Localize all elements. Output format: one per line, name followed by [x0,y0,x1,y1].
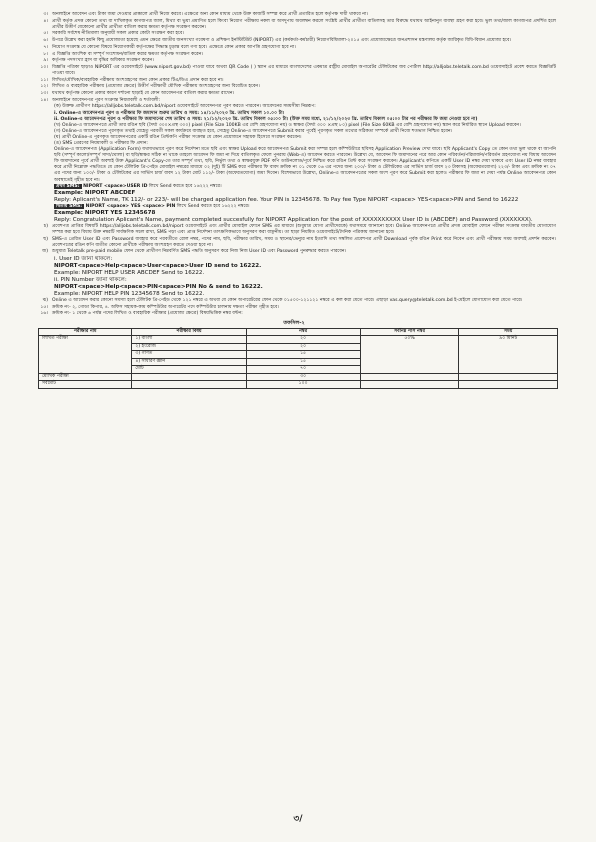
header-subject: পরীক্ষার বিষয় [132,328,246,336]
pass-mark-cell: ৫০% [360,336,459,374]
deadline-start: i. Online-এ আবেদনপত্র পূরণ ও পরীক্ষার ফি জমাদান শুরুর তারিখ ও সময়: ১৪/১১/২০২৩ খ্রি. তারিখ সকাল ১০.০০ টা। [54,110,285,116]
header-pass: সর্বনিম্ন পাস নম্বর [360,328,459,336]
recover-userid-heading: i. User ID জানা থাকলে: [54,256,113,263]
marks-cell: ২০ [246,343,360,351]
list-item [32,249,556,255]
item-number: ছ) [43,236,48,242]
sms-examples [54,190,556,204]
item-text: প্রবেশপত্র প্রাপ্তির বিষয়টি https://alljobs.teletalk.com.bd/niport ওয়েবসাইটে এবং প্রার্থীর মোবাইল ফোনে SMS এর মাধ্যমে (শুধুমাত্র যোগ্য প্রার্থীদেরকে) যথাসময়ে জানানো হবে। Online আবেদনপত্রে প্রার্থীর প্রদত্ত মোবাইল ফোনে পরীক্ষা সংক্রান্ত যাবতীয় যোগাযোগ সম্পন্ন করা হবে বিধায় উক্ত নম্বরটি সার্বক্ষণিক সচল রাখা, SMS পড়া এবং প্রাপ্ত নির্দেশনা তাৎক্ষণিকভাবে অনুসরণ করা বাঞ্ছনীয়। তা ছাড়া নিয়মিত ওয়েবসাইটে/দৈনিক পত্রিকায় জানানো হবে। [52,223,556,235]
total-row-label: সর্বমোট [39,381,132,389]
recover-userid-example: Example: NIPORT HELP USER ABCDEF Send to 16222. [54,270,205,277]
item-text: অনলাইনে আবেদনপত্র পূরণ সংক্রান্ত নিয়মাবলী ও শর্তাবলী: [52,97,161,103]
item-text: নিয়োগ সংক্রান্ত যে কোনো বিষয়ে নিয়োগকারী কর্তৃপক্ষের সিদ্ধান্ত চূড়ান্ত বলে গণ্য হবে। এক্ষেত্রে কোন প্রকার আপত্তি গ্রহণযোগ্য হবে না। [52,44,296,50]
rule-14-gha: (ঘ) প্রার্থী Online-এ পূরণকৃত আবেদনপত্রের একটি রঙিন প্রিন্টকপি পরীক্ষা সংক্রান্ত যে কোন প্রয়োজনে সহায়ক হিসেবে সংরক্ষণ করবেন। [54,134,302,140]
subject-cell: মোট [132,366,246,374]
rules-list-3 [32,298,556,317]
item-number: ১২। [40,84,48,90]
item-number: ৮। [43,51,48,57]
marks-table [38,328,558,389]
item-number: ঝ) [42,298,48,304]
item-text: উপরে উল্লেখ করা হয়নি কিছু প্রযোজ্যতা হয়েছে এমন ক্ষেত্রে জাতীয় জনসংখ্যা গবেষণা ও প্রশিক্ষণ ইনস্টিটিউট (NIPORT) এর (কর্মকর্তা-কর্মচারী) নিয়োগবিধিমালা-২০১৫ এবং প্রযোজ্যক্ষেত্রে জনপ্রশাসন মন্ত্রণালয় কর্তৃক জারিকৃত বিধি-বিধান প্রযোজ্য হবে। [52,38,512,44]
viva-row-blank [132,373,246,381]
list-item [32,65,556,77]
marks-cell: ১৫ [246,358,360,366]
item-number: ৭। [43,44,48,50]
time-cell: ৯০ মিনিট [459,336,558,374]
list-item [32,78,556,84]
rule-14-ga: (গ) Online-এ আবেদনপত্রে পূরণকৃত তথ্যই যেহেতু পরবর্তী সকল কার্যক্রমে ব্যবহৃত হবে, সেহেতু Online-এ আবেদনপত্রে Submit করার পূর্বেই পূরণকৃত সকল তথ্যের সঠিকতা সম্পর্কে প্রার্থী নিজে শতভাগ নিশ্চিত হবেন। [54,128,453,134]
item-text: SMS-এ প্রেরিত User ID এবং Password ব্যবহার করে পরবর্তীতে রোল নম্বর, পদের নাম, ছবি, পরীক্ষার তারিখ, সময় ও স্থানের/ভেন্যুর নাম ইত্যাদি তথ্য সম্বলিত প্রবেশপত্র প্রার্থী Download পূর্বক রঙিন Print করে নিবেন এবং প্রার্থী পরীক্ষায় সময় অবশ্যই প্রদর্শন করবেন। প্রবেশপত্রের রঙিন কপি ব্যতীত কোনো প্রার্থীকে পরীক্ষায় অংশগ্রহণ করতে দেওয়া হবে না। [52,236,556,248]
header-exam: পরীক্ষার নাম [39,328,132,336]
first-sms-command: NIPORT <space>USER ID [83,183,148,189]
item-number: ৫। [43,31,48,37]
marks-cell: ২০ [246,336,360,344]
recover-userid-command: NIPORT<space>Help<space>User<space>User ID send to 16222. [54,263,262,270]
header-marks: নম্বর [246,328,360,336]
item-text: লিখিত/মৌখিক/ব্যবহারিক পরীক্ষায় অংশগ্রহণের জন্য কোন প্রকার টিএ/ডিএ প্রদান করা হবে না। [52,77,224,83]
page-number: ৩/ [293,813,303,824]
item-number: ৬। [43,38,48,44]
rules-list-2 [32,224,556,256]
rule-14-uma: (ঙ) SMS প্রেরণের নিয়মাবলী ও পরীক্ষার ফি প্রদান: [54,141,148,146]
item-number: ১৫। [40,304,48,310]
viva-row-label: মৌখিক পরীক্ষা [39,373,132,381]
example-1: Example: NIPORT ABCDEF [54,189,136,196]
written-exam-label: লিখিত পরীক্ষা [39,336,132,374]
item-number: ১০। [40,64,48,70]
subject-cell: ১) বাংলা [132,336,246,344]
sms-instructions: Online-এ আবেদনপত্র (Application Form) যথাযথভাবে পূরণ করে নির্দেশনা মতে ছবি এবং স্বাক্ষর Upload করে আবেদনপত্র Submit করা সম্পন্ন হলে কম্পিউটারে ছবিসহ Application Preview দেখা যাবে। ছবি Applicant's Copy তে কোন তথ্য ভুল থাকে বা আপনি ছবি (সম্পূর্ণ কালো/সম্পূর্ণ সাদা/ঘোলা) বা ছবি/স্বাক্ষর সঠিক না থাকে তাহলে আবেদন ফি জমা না দিয়ে বাতিলকৃত ফেলে পুনরায় (Web-এ) আবেদন করতে পারবেন। উল্লেখ্য যে, আবেদন ফি জমাদানের পরে আর কোন পরিবর্তন/পরিমার্জন/পরিবর্তন গ্রহণযোগ্য নয় বিধায় আবেদন ফি জমাদানের পূর্বে প্রার্থী অবশ্যই উক্ত Applicant's Copy-তে তার সম্পূর্ণ তথ্য, ছবি, নির্ভুল তথ্য ও স্বাক্ষরযুক্ত PDF কপি ডাউনলোড/পূর্বে নিশ্চিত করে রঙিন প্রিন্ট করে সংরক্ষণ করবেন। Applicant's কপিতে একটি User ID নম্বর দেয়া থাকবে এবং User ID নম্বর ব্যবহার করে প্রার্থী নিম্নোক্ত পদ্ধতিতে যে কোন টেলিটক প্রি-পেইড মোবাইল নম্বরের মাধ্যমে ০২ (দুই) টি SMS করে পরীক্ষার ফি বাবদ ক্রমিক নং ০১ থেকে ০৬ এর পদের জন্য ২০০/- টাকা ও টেলিটকের এর সার্ভিস চার্জ বাবদ ২৩ টাকাসহ (অফেরতযোগ্য) ২২৩/- টাকা এবং ক্রমিক নং ০৭ এর পদের জন্য ১০০/- টাকা ও টেলিটকের এর সার্ভিস চার্জ বাবদ ১২ টাকা মোট ১১২/- টাকা (অফেরতযোগ্য) জমা দিবেন। বিশেষভাবে উল্লেখ্য, Online-এ আবেদনপত্রের সকল অংশ পূরণ করে Submit করা হলেও পরীক্ষার ফি জমা না দেয়া পর্যন্ত Online আবেদনপত্র কোন অবস্থাতেই গৃহীত হবে না। [54,147,556,183]
total-row [39,381,558,389]
item-number: ৩। [43,12,48,17]
list-item [32,19,556,31]
rule-14-details [54,104,556,189]
second-sms-tail: লিখে Send করতে হবে ১৬২২২ নম্বরে। [176,203,250,209]
sms-examples-2 [54,210,556,224]
item-text: লিখিত ও ব্যবহারিক পরীক্ষায় (প্রযোজ্য ক্ষেত্রে) উত্তীর্ণ পরীক্ষার্থী মৌখিক পরীক্ষায় অংশগ্রহণের জন্য বিবেচিত হবেন। [52,84,260,90]
recover-pin-heading: ii. PIN Number জানা থাকলে: [54,277,127,284]
subject-cell: ৪) সাধারণ জ্ঞান [132,358,246,366]
list-item [32,84,556,90]
viva-row-blank-3 [459,373,558,381]
rule-14-kha: (খ) Online-এ আবেদনপত্রে প্রার্থী তার রঙিন ছবি (দৈর্ঘ্য ৩০০×প্রস্থ ৩০০) pixel (File Size 100KB এর বেশি গ্রহণযোগ্য নয়) ও স্বাক্ষর (দৈর্ঘ্য ৩০০ ×প্রস্থ ৮০) pixel (File Size 60KB এর বেশি গ্রহণযোগ্য নয়) স্ক্যান করে নির্ধারিত স্থানে Upload করবেন। [54,122,521,128]
list-item [32,45,556,51]
item-number: জ) [42,249,48,255]
list-item [32,98,556,104]
item-number: ১৪। [40,97,48,103]
list-item [32,52,556,58]
item-number: ৯। [43,58,48,64]
item-number: ১৩। [40,91,48,97]
item-text: অনলাইনে আবেদন এবং টাকা জমা দেওয়ার প্রাক্কালে প্রার্থী নিজে করবে। এক্ষেত্রে অন্য কোন মাধ্যম থেকে উক্ত কাজটি সম্পন্ন করে প্রার্থী প্রতারিত হলে কর্তৃপক্ষ দায়ী থাকবে না। [52,12,369,17]
item-text: কর্তৃপক্ষ পদসংখ্যা হ্রাস বা বৃদ্ধির অধিকার সংরক্ষণ করেন। [52,58,154,64]
marks-cell: ৭০ [246,366,360,374]
total-row-blank [132,381,246,389]
item-text: বিজ্ঞপ্তি পত্রিকা ছাড়াও NIPORT এর ওয়েবসাইটে (www.niport.gov.bd) পাওয়া যাবে অথবা QR Code ( ) স্ক্যান এর মাধ্যমে বাংলাদেশের একমাত্র রাষ্ট্রীয় মোবাইল অপারেটর টেলিটকের জব পোর্টাল http://alljobs.teletalk.com.bd ওয়েবসাইটে প্রবেশ করতে বিজ্ঞপ্তিটি পাওয়া যাবে। [52,64,556,76]
subject-cell: ৩) গণিত [132,351,246,359]
list-item [32,58,556,64]
rules-list [32,12,556,104]
recover-pin-command: NIPORT<space>Help<space>PIN<space>PIN No & send to 16222. [54,284,263,291]
item-text: প্রার্থী কর্তৃক প্রদত্ত কোনো তথ্য বা দাখিলকৃত কাগজপত্র জাল, মিথ্যা বা ভুয়া প্রমাণিত হলে কিংবা নিয়োগ পরীক্ষায় নকল বা অসদুপায় অবলম্বন করলে সংশ্লিষ্ট প্রার্থীর প্রার্থীতা বাতিলসহ তার বিরুদ্ধে যথাযথ আইনানুগ ব্যবস্থা গ্রহণ করা হবে। ভুল তথ্য/জাল কাগজপত্র প্রদর্শিত হলে প্রার্থীর উত্তীর্ণ যেকোনো প্রার্থীর প্রার্থীতা বাতিল করার ক্ষমতা কর্তৃপক্ষ সংরক্ষণ করবেন। [52,18,556,30]
total-row-blank-3 [459,381,558,389]
item-text: যথাযথ কর্তৃপক্ষ কোনো প্রকার কারণ দর্শানো ছাড়াই যে কোন আবেদনপত্র বাতিল করার ক্ষমতা রাখেন। [52,91,235,97]
second-sms-label: দ্বিতীয় SMS: [56,203,83,209]
deadline-end: ii. Online-এ আবেদনপত্র পূরণ ও পরীক্ষার ফি জমাদানের শেষ তারিখ ও সময়: ২১/১২/২০২৩ খ্রি. তারিখ বিকাল ০৫:০০ টা। (উক্ত সময় মধ্যে, ২১/১২/২০২৩ খ্রি. তারিখ বিকাল ০৫:০০ টার পর পরীক্ষার ফি জমা নেওয়া হবে না) [54,116,478,122]
viva-row [39,373,558,381]
item-number: চ) [43,223,48,229]
item-text: সরকারি সর্বশেষ নীতিমালা অনুযায়ী সকল প্রকার কোটা সংরক্ষণ করা হবে। [52,31,184,37]
list-item [32,91,556,97]
rule-14-a: (ক) উক্তক্ষ প্রার্থীগণ https://alljobs.teletalk.com.bd/niport ওয়েবসাইটে আবেদনপত্র পূরণ করতে পারবেন। আবেদনের সময়সীমা নিম্নরূপ: [54,104,316,110]
item-text: এ বিজ্ঞপ্তি আংশিক বা সম্পূর্ণ সংশোধন/বাতিল করার ক্ষমতা কর্তৃপক্ষ সংরক্ষণ করেন। [52,51,204,57]
table-header-row [39,328,558,336]
item-number: ১৬। [40,311,48,317]
header-time: সময় [459,328,558,336]
viva-row-marks: ৩০ [246,373,360,381]
viva-row-blank-2 [360,373,459,381]
recover-pin-example: Example: NIPORT HELP PIN 12345678 Send to 16222. [54,291,205,298]
reply-2: Reply: Congratulation Aplicant's Name, payment completed succesfully for NIPORT Application for the post of XXXXXXXXXX User ID is (ABCDEF) and Password (XXXXXXX). [54,216,533,223]
table-row [39,336,558,344]
item-number: ১১। [40,77,48,83]
reply-1: Reply: Aplicant's Name, TK 112/- or 223/- will be charged application fee. Your PIN is 12345678. To Pay fee Type NIPORT <space> YES<space>PIN and Send to 16222 [54,196,519,203]
list-item [32,12,556,18]
item-text: ক্রমিক নং- ১ থেকে ৬ পর্যন্ত পদের লিখিত ও ব্যবহারিক পরীক্ষার (প্রযোজ্য ক্ষেত্রে) বিষয়ভিত্তিক নম্বর বন্টন: [52,311,243,317]
list-item [32,305,556,311]
marks-cell: ১৫ [246,351,360,359]
list-item [32,311,556,317]
item-text: শুধুমাত্র Teletalk pre-paid mobile ফোন থেকে প্রার্থীগণ নিম্নবর্ণিত SMS পদ্ধতি অনুসরণ করে নিজ নিজ User ID এবং Password পুনরুদ্ধার করতে পারবেন। [52,249,347,255]
first-sms-label: প্রথম SMS: [56,183,80,189]
list-item [32,224,556,236]
table-body [39,336,558,389]
item-text: ক্রমিক নং- ২, গোডা কিপার, ৪. অফিস সহায়ক-কাম কম্পিউটার অপারেটর পদে কম্পিউটার চালনায় দক্ষতা পরীক্ষা গৃহীত হবে। [52,304,279,310]
list-item [32,237,556,249]
list-item [32,298,556,304]
list-item [32,38,556,44]
item-number: ৪। [43,18,48,24]
item-text: Online এ আবেদন করার কোনো সমস্যা হলে টেলিটক প্রি-পেইড থেকে ১২১ নম্বরে এ অথবা যে কোন অপারেটরের ফোন থেকে ০১৫০০-১২১১২১ নম্বরে এ কল করা যেতে পারে। এছাড়া vas.query@teletalk.com.bd ই-মেইলে যোগাযোগ করা যেতে পারে। [52,298,523,304]
list-item [32,31,556,37]
subject-cell: ২) ইংরেজি [132,343,246,351]
second-sms-command: NIPORT <space> YES <space> PIN [85,203,176,209]
first-sms-tail: লিখে Send করতে হবে ১৬২২২ নম্বরে। [148,183,222,189]
example-2: Example: NIPORT YES 12345678 [54,209,156,216]
total-row-marks: ১০০ [246,381,360,389]
table-caption: তফসিল-২ [283,319,305,326]
recovery-instructions [54,256,556,298]
total-row-blank-2 [360,381,459,389]
